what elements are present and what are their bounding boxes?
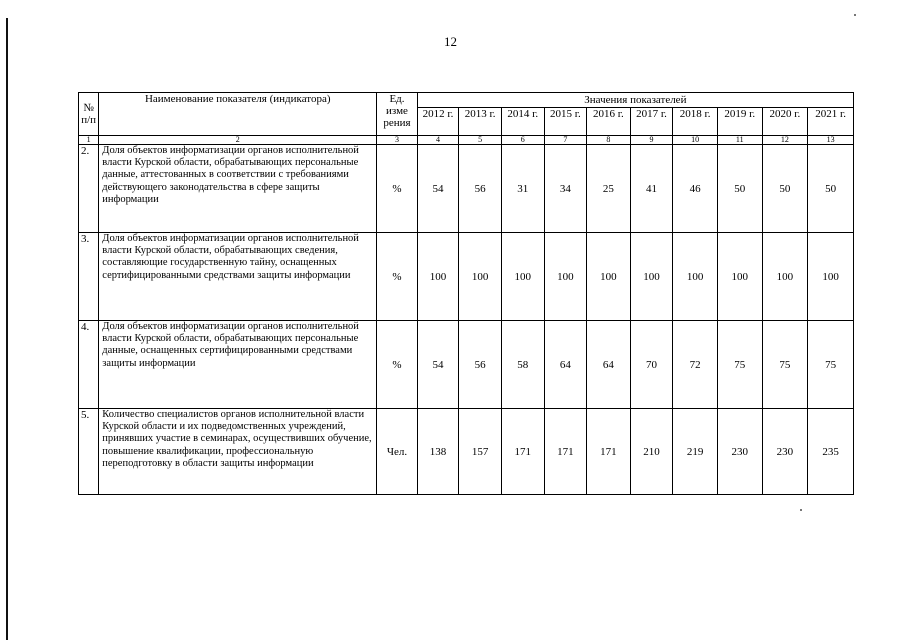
value-cell: 171 [544, 409, 587, 495]
header-num: № п/п [79, 93, 99, 136]
header-year: 2021 г. [808, 108, 854, 136]
page-edge-line [6, 18, 8, 640]
column-index: 1 [79, 136, 99, 145]
indicators-table [78, 92, 854, 495]
value-cell: 75 [808, 321, 854, 409]
column-index: 8 [587, 136, 631, 145]
header-year: 2015 г. [544, 108, 587, 136]
value-cell: 75 [762, 321, 808, 409]
header-year: 2013 г. [459, 108, 502, 136]
value-cell: 50 [762, 145, 808, 233]
scan-speck [800, 509, 802, 511]
value-cell: 100 [630, 233, 673, 321]
value-cell: 50 [808, 145, 854, 233]
indicator-name: Доля объектов информатизации органов исполнительной власти Курской области, обрабатывающих сведения, составляющие государственную тайну, оснащенных сертифицированными средствами защиты информации [99, 233, 377, 321]
value-cell: 34 [544, 145, 587, 233]
column-index: 13 [808, 136, 854, 145]
value-cell: 157 [459, 409, 502, 495]
column-index: 10 [673, 136, 718, 145]
value-cell: 171 [501, 409, 544, 495]
column-index: 6 [501, 136, 544, 145]
indicator-name: Количество специалистов органов исполнительной власти Курской области и их подведомственных учреждений, принявших участие в семинарах, осуществивших обучение, повышение квалификации, профессиональную переподготовку в области защиты информации [99, 409, 377, 495]
column-index: 3 [377, 136, 418, 145]
value-cell: 100 [587, 233, 631, 321]
column-index: 2 [99, 136, 377, 145]
indicator-name: Доля объектов информатизации органов исполнительной власти Курской области, обрабатывающих персональные данные, аттестованных в соответствии с требованиями действующего законодательства в сфере защиты информации [99, 145, 377, 233]
value-cell: 25 [587, 145, 631, 233]
value-cell: 46 [673, 145, 718, 233]
table-row [79, 409, 854, 495]
column-index: 12 [762, 136, 808, 145]
value-cell: 100 [762, 233, 808, 321]
value-cell: 41 [630, 145, 673, 233]
unit-cell: Чел. [377, 409, 418, 495]
value-cell: 70 [630, 321, 673, 409]
value-cell: 230 [717, 409, 762, 495]
value-cell: 100 [417, 233, 459, 321]
header-year: 2019 г. [717, 108, 762, 136]
value-cell: 210 [630, 409, 673, 495]
value-cell: 72 [673, 321, 718, 409]
table-row [79, 321, 854, 409]
header-year: 2014 г. [501, 108, 544, 136]
value-cell: 100 [459, 233, 502, 321]
value-cell: 75 [717, 321, 762, 409]
value-cell: 171 [587, 409, 631, 495]
value-cell: 100 [808, 233, 854, 321]
column-index: 7 [544, 136, 587, 145]
column-index: 11 [717, 136, 762, 145]
value-cell: 230 [762, 409, 808, 495]
value-cell: 56 [459, 321, 502, 409]
scan-speck [854, 14, 856, 16]
row-number: 2. [79, 145, 99, 233]
value-cell: 50 [717, 145, 762, 233]
header-year: 2020 г. [762, 108, 808, 136]
value-cell: 31 [501, 145, 544, 233]
column-index-row [79, 136, 854, 145]
row-number: 5. [79, 409, 99, 495]
row-number: 3. [79, 233, 99, 321]
value-cell: 219 [673, 409, 718, 495]
value-cell: 64 [587, 321, 631, 409]
value-cell: 100 [673, 233, 718, 321]
header-year: 2017 г. [630, 108, 673, 136]
column-index: 5 [459, 136, 502, 145]
header-year: 2018 г. [673, 108, 718, 136]
value-cell: 100 [501, 233, 544, 321]
value-cell: 100 [544, 233, 587, 321]
indicator-name: Доля объектов информатизации органов исполнительной власти Курской области, обрабатывающих персональные данные, оснащенных сертифицированными средствами защиты информации [99, 321, 377, 409]
header-unit: Ед. изме рения [377, 93, 418, 136]
table-row [79, 145, 854, 233]
header-name: Наименование показателя (индикатора) [99, 93, 377, 136]
unit-cell: % [377, 145, 418, 233]
value-cell: 58 [501, 321, 544, 409]
value-cell: 64 [544, 321, 587, 409]
unit-cell: % [377, 233, 418, 321]
value-cell: 235 [808, 409, 854, 495]
value-cell: 138 [417, 409, 459, 495]
header-year: 2012 г. [417, 108, 459, 136]
header-year: 2016 г. [587, 108, 631, 136]
column-index: 4 [417, 136, 459, 145]
table-row [79, 233, 854, 321]
column-index: 9 [630, 136, 673, 145]
header-row [79, 93, 854, 108]
value-cell: 100 [717, 233, 762, 321]
unit-cell: % [377, 321, 418, 409]
header-values-group: Значения показателей [417, 93, 853, 108]
value-cell: 56 [459, 145, 502, 233]
value-cell: 54 [417, 321, 459, 409]
page-number: 12 [444, 34, 457, 49]
row-number: 4. [79, 321, 99, 409]
value-cell: 54 [417, 145, 459, 233]
